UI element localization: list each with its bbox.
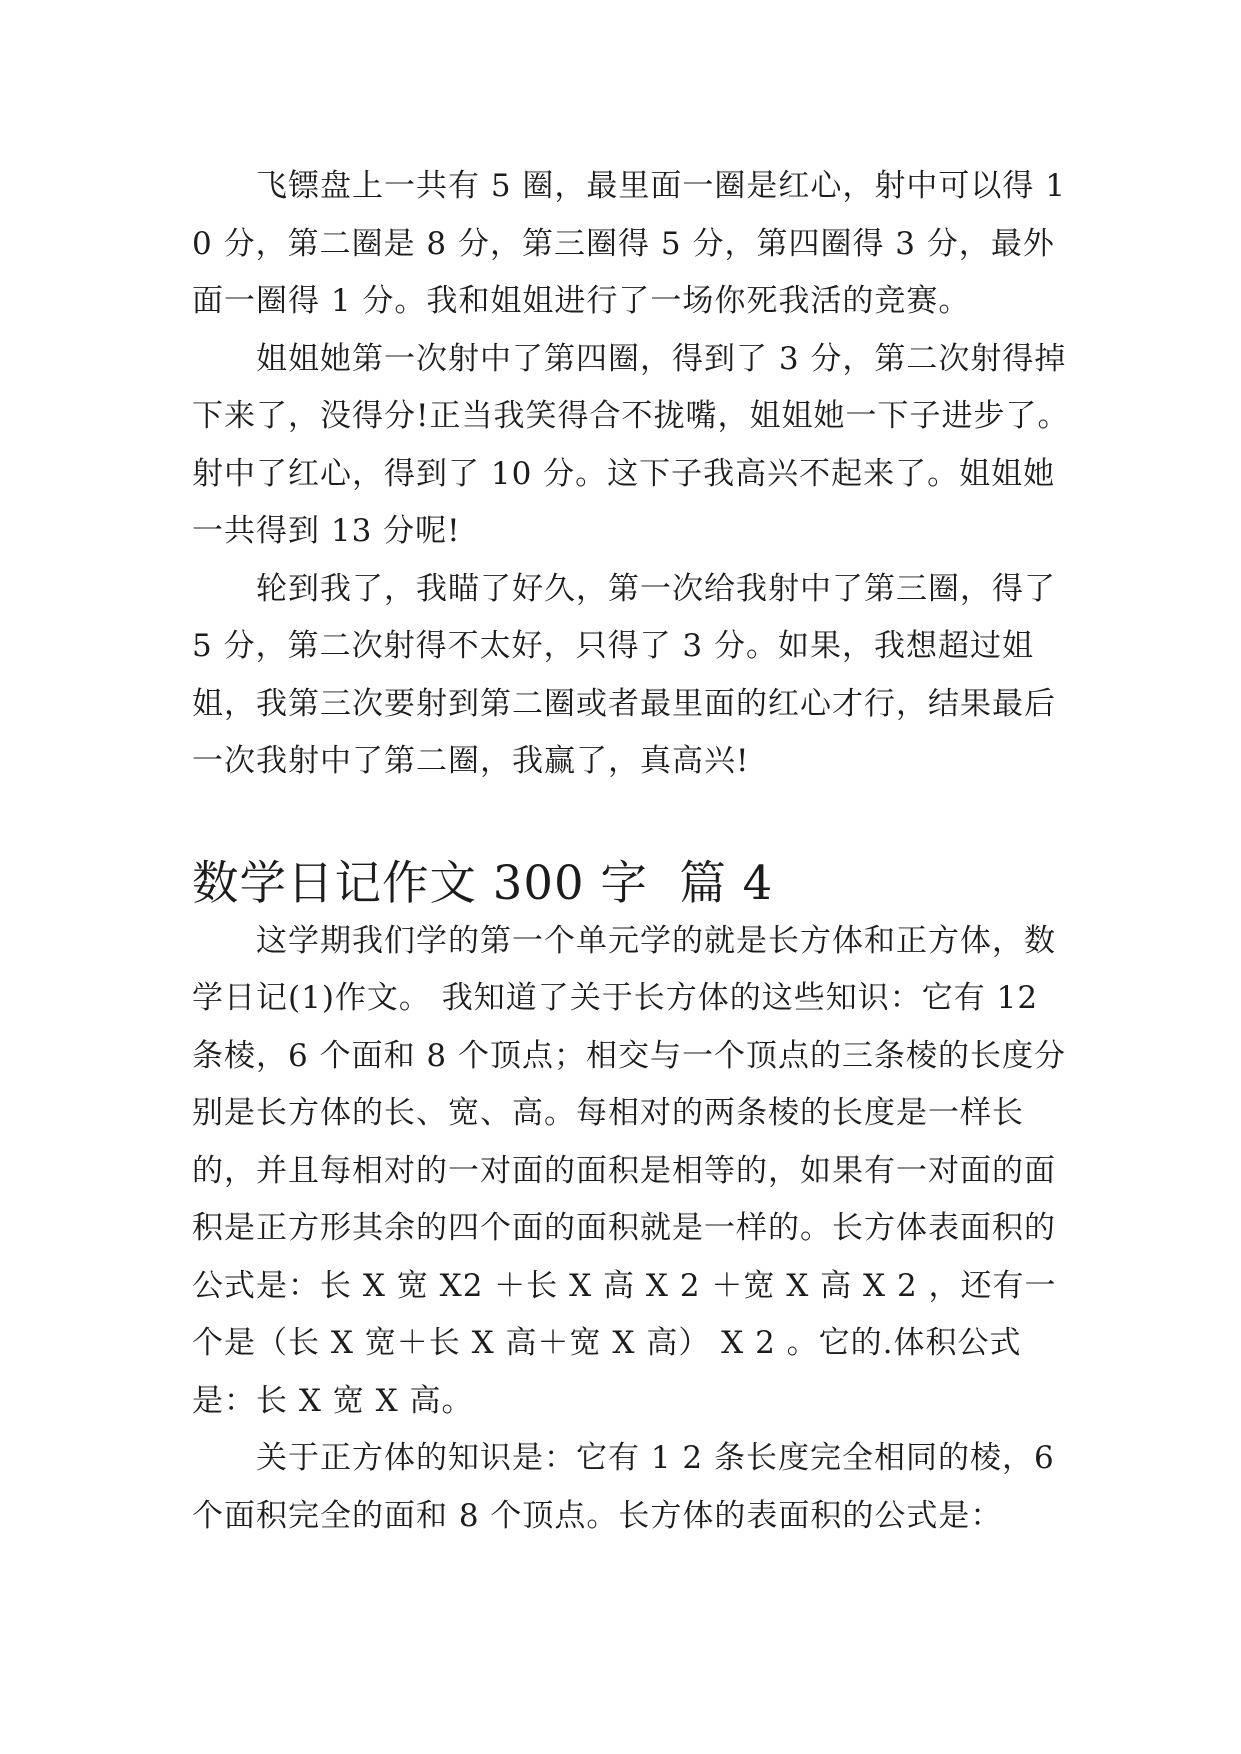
section-block (192, 855, 1072, 1545)
section-paragraph-2: 关于正方体的知识是：它有 1 2 条长度完全相同的棱，6 个面积完全的面和 8 个顶点。长方体的表面积的公式是： (192, 1440, 1066, 1534)
story-paragraph-1: 飞镖盘上一共有 5 圈，最里面一圈是红心，射中可以得 10 分，第二圈是 8 分，第三圈得 5 分，第四圈得 3 分，最外面一圈得 1 分。我和姐姐进行了一场你死我活的竞赛。 (192, 168, 1067, 319)
section-paragraph-1: 这学期我们学的第一个单元学的就是长方体和正方体，数学日记(1)作文。 我知道了关于长方体的这些知识：它有 12 条棱，6 个面和 8 个顶点；相交与一个顶点的三条棱的长度分别是长方体的长、宽、高。每相对的两条棱的长度是一样长的，并且每相对的一对面的面积是相等的，如果有一对面的面积是正方形其余的四个面的面积就是一样的。长方体表面积的公式是：长 X 宽 X2 ＋长 X 高 X 2 ＋宽 X 高 X 2 ，还有一个是（长 X 宽＋长 X 高＋宽 X 高） X 2 。它的.体积公式是：长 X 宽 X 高。 (192, 922, 1067, 1419)
story-paragraph-3: 轮到我了，我瞄了好久，第一次给我射中了第三圈，得了 5 分，第二次射得不太好，只得了 3 分。如果，我想超过姐姐，我第三次要射到第二圈或者最里面的红心才行，结果最后一次我射中了第二圈，我赢了，真高兴! (192, 570, 1067, 779)
story-paragraph-2: 姐姐她第一次射中了第四圈，得到了 3 分，第二次射得掉下来了，没得分!正当我笑得合不拢嘴，姐姐她一下子进步了。射中了红心，得到了 10 分。这下子我高兴不起来了。姐姐她一共得到 13 分呢! (192, 340, 1070, 549)
section-heading: 数学日记作文 300 字 篇 4 (192, 856, 774, 910)
story-block (192, 158, 1072, 791)
